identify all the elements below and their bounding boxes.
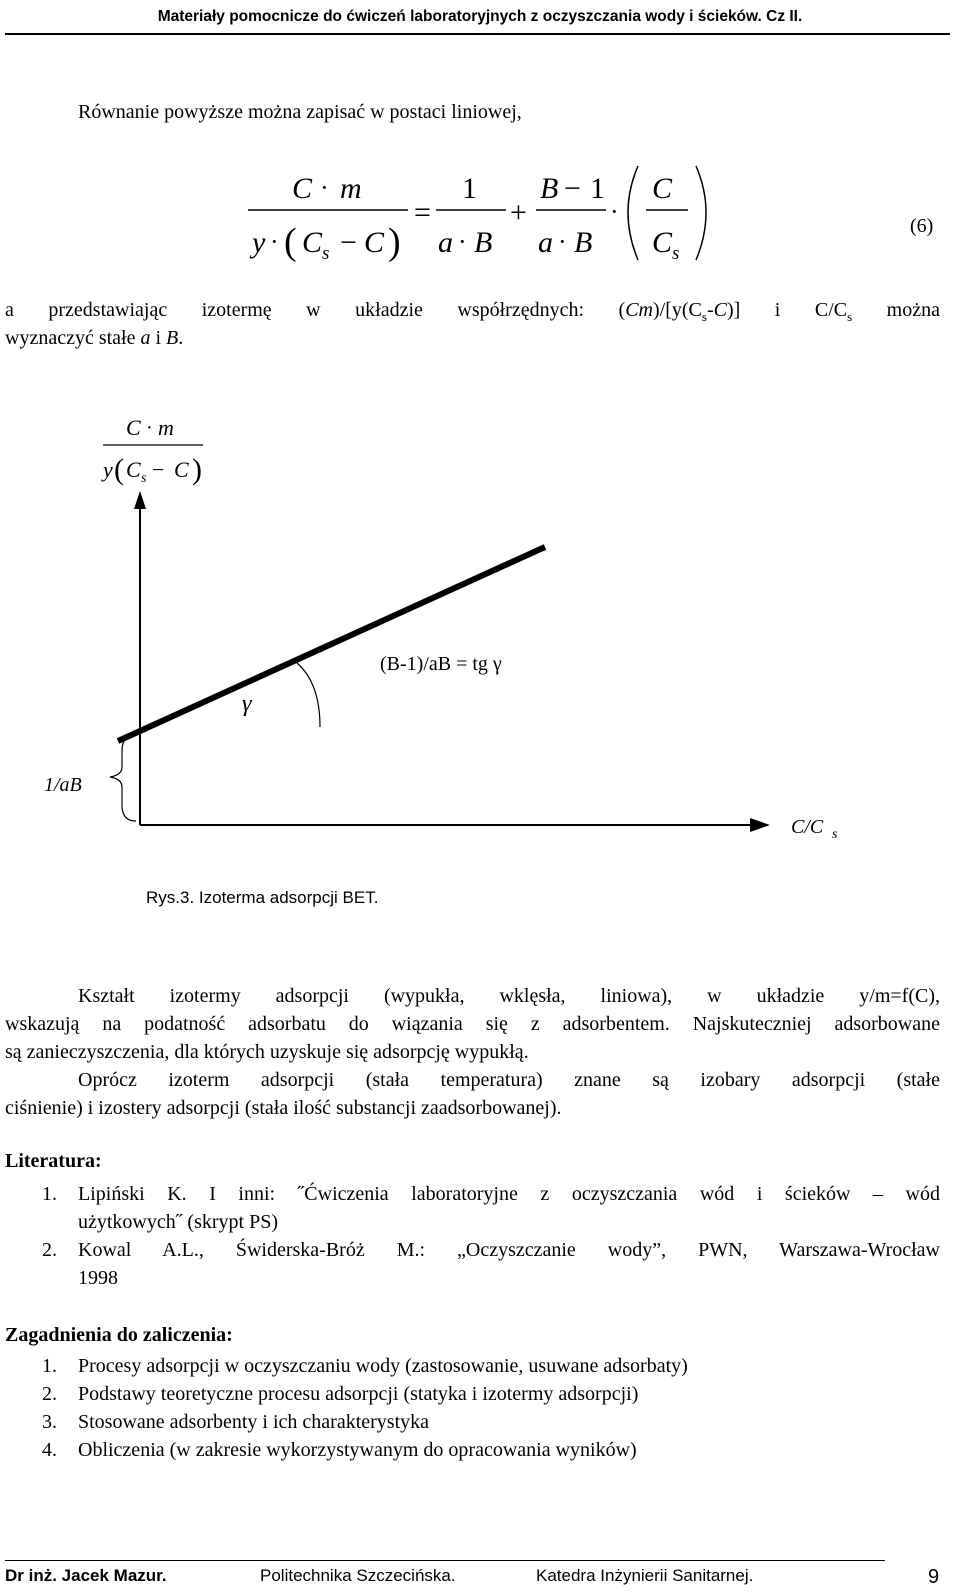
eq-a1: a [438,226,453,259]
svg-text:(: ( [114,453,124,486]
fig-ylabel-m: m [158,415,174,440]
literature-title: Literatura: [5,1150,102,1172]
bet-isotherm-figure [0,405,960,865]
figure-caption: Rys.3. Izoterma adsorpcji BET. [146,888,379,907]
fig-ylabel-c2: C [174,457,189,482]
fig-isotherm-line [118,547,545,741]
lit-item-2-line1: Kowal A.L., Świderska-Bróż M.: „Oczyszczanie wody”, PWN, Warszawa-Wrocław [78,1239,940,1261]
footer-author: Dr inż. Jacek Mazur. [5,1566,167,1585]
eq-plus: + [510,196,527,229]
eq-lhs-num-c: C [292,172,313,205]
svg-text:·: · [610,197,619,226]
svg-text:·: · [458,227,467,256]
fig-slope-label: (B-1)/aB = tg γ [380,653,502,675]
topic-3-num: 3. [42,1411,57,1433]
topic-4-num: 4. [42,1439,57,1461]
eq-minus: − [340,226,357,259]
eq-lparen: ( [284,221,297,263]
fig-x-label-sub: s [832,827,838,842]
para2-line1: Kształt izotermy adsorpcji (wypukła, wklęsła, liniowa), w układzie y/m=f(C), [78,985,940,1007]
footer-university: Politechnika Szczecińska. [260,1566,456,1585]
intro-text: Równanie powyższe można zapisać w postaci liniowej, [78,101,522,123]
eq-b2: B [574,226,593,259]
fig-y-arrow [134,491,146,509]
svg-text:): ) [192,453,202,486]
para2-line3: są zanieczyszczenia, dla których uzyskuje się adsorpcję wypukłą. [5,1041,529,1063]
lit-item-1-line2: użytkowych˝ (skrypt PS) [78,1211,278,1233]
para2-line4: Oprócz izoterm adsorpcji (stała temperatura) znane są izobary adsorpcji (stałe [78,1069,940,1091]
eq-a2: a [538,226,553,259]
fig-x-label: C/C [791,816,824,838]
fig-ylabel-cs: C [126,457,141,482]
eq-frac-c: C [652,172,673,205]
eq-one: 1 [462,172,477,205]
lit-item-1-line1: Lipiński K. I inni: ˝Ćwiczenia laboratoryjne z oczyszczania wód i ścieków – wód [78,1183,940,1205]
topic-4-text: Obliczenia (w zakresie wykorzystywanym do opracowania wyników) [78,1439,637,1461]
footer-rule [5,1560,885,1561]
eq-dot: · [320,173,329,202]
fig-angle-arc [297,663,320,727]
fig-intercept-brace [110,735,136,821]
eq-lhs-den-y: y [252,226,266,259]
topic-2-text: Podstawy teoretyczne procesu adsorpcji (statyka i izotermy adsorpcji) [78,1383,639,1405]
paragraph-axes-line2: wyznaczyć stałe a i B. [5,327,184,349]
paragraph-axes: a przedstawiając izotermę w układzie współrzędnych: $(Cm)/[y(C_s-C)]$ i $C/C_s$ można [5,299,940,324]
page-header: Materiały pomocnicze do ćwiczeń laboratoryjnych z oczyszczania wody i ścieków. Cz II. [157,8,803,25]
equation-number: (6) [910,215,934,237]
header-rule [5,33,950,35]
topic-2-num: 2. [42,1383,57,1405]
para2-line2: wskazują na podatność adsorbatu do wiązania się z adsorbentem. Najskuteczniej adsorbowane [5,1013,940,1035]
topics-title: Zagadnienia do zaliczenia: [5,1324,233,1346]
eq-sub-s1: s [322,243,330,264]
lit-item-2-line2: 1998 [78,1267,118,1289]
footer-department: Katedra Inżynierii Sanitarnej. [536,1566,754,1585]
eq-sub-s2: s [672,243,680,264]
eq-num-minus: − [564,172,581,205]
eq-lhs-den-cs: C [302,226,323,259]
eq-num-1: 1 [590,172,605,205]
eq-lhs-den-c: C [364,226,385,259]
topic-1-num: 1. [42,1355,57,1377]
eq-rparen: ) [388,221,401,263]
eq-lhs-num-m: m [340,172,362,205]
fig-angle-label: γ [242,691,252,717]
eq-frac-cs: C [652,226,673,259]
fig-ylabel-sub: s [141,471,147,486]
lit-item-1-num: 1. [42,1183,57,1205]
fig-intercept-label: 1/aB [44,774,82,796]
svg-text:·: · [558,227,567,256]
fig-x-arrow [750,818,770,832]
fig-ylabel-y: y [103,457,113,482]
para2-line5: ciśnienie) i izostery adsorpcji (stała ilość substancji zaadsorbowanej). [5,1097,562,1119]
lit-item-2-num: 2. [42,1239,57,1261]
svg-text:·: · [270,227,279,256]
topic-3-text: Stosowane adsorbenty i ich charakterystyka [78,1411,430,1433]
svg-text:−: − [152,457,165,482]
topic-1-text: Procesy adsorpcji w oczyszczaniu wody (zastosowanie, usuwane adsorbaty) [78,1355,688,1377]
eq-equals: = [414,196,431,229]
fig-ylabel-c: C [126,415,141,440]
eq-num-b: B [540,172,559,205]
page-number: 9 [928,1566,940,1588]
svg-text:·: · [146,417,153,439]
equation-6 [240,160,720,270]
eq-b1: B [474,226,493,259]
